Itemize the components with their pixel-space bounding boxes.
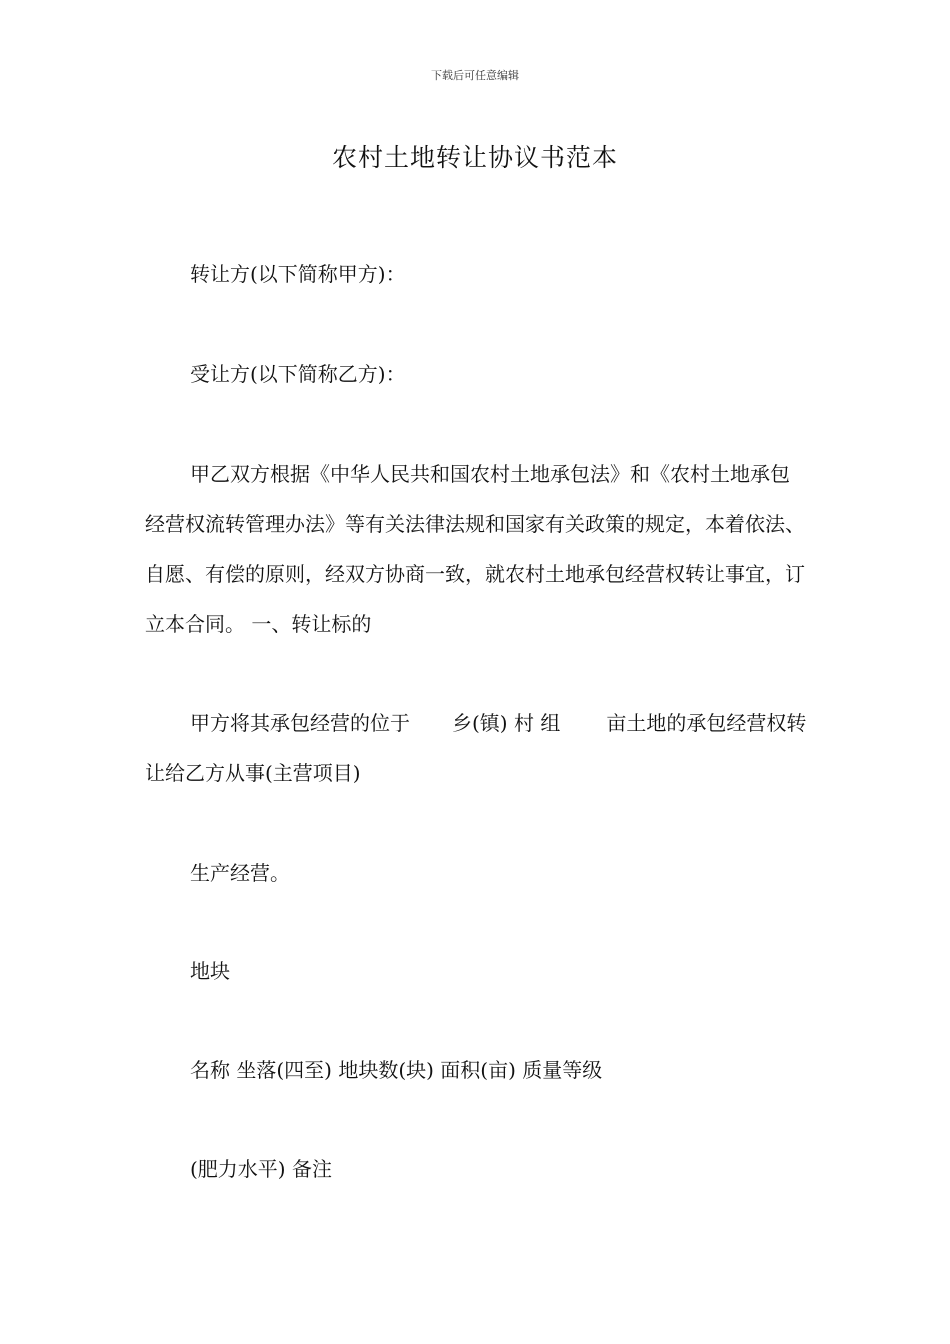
- clause-part-1: 甲方将其承包经营的位于: [190, 711, 410, 735]
- intro-paragraph: 甲乙双方根据《中华人民共和国农村土地承包法》和《农村土地承包经营权流转管理办法》等有关法律法规和国家有关政策的规定，本着依法、自愿、有偿的原则，经双方协商一致，就农村土地承包经营权转让事宜，订立本合同。 一、转让标的: [145, 462, 805, 636]
- transferor-line: 转让方(以下简称甲方)：: [190, 262, 406, 286]
- header-note: 下载后可任意编辑: [431, 69, 519, 82]
- clause-part-2: 乡(镇) 村 组: [452, 711, 561, 735]
- transferee-line: 受让方(以下简称乙方)：: [190, 362, 406, 386]
- table-header-line: 名称 坐落(四至) 地块数(块) 面积(亩) 质量等级: [190, 1058, 603, 1082]
- table-header-line-2: (肥力水平) 备注: [190, 1157, 332, 1181]
- production-line: 生产经营。: [190, 861, 290, 885]
- clause-part-3: 亩土地的承包经营权转让给乙方从事(主营项目): [145, 711, 807, 785]
- plot-line: 地块: [190, 959, 230, 983]
- document-title: 农村土地转让协议书范本: [331, 143, 618, 172]
- transfer-clause-paragraph: [145, 698, 807, 798]
